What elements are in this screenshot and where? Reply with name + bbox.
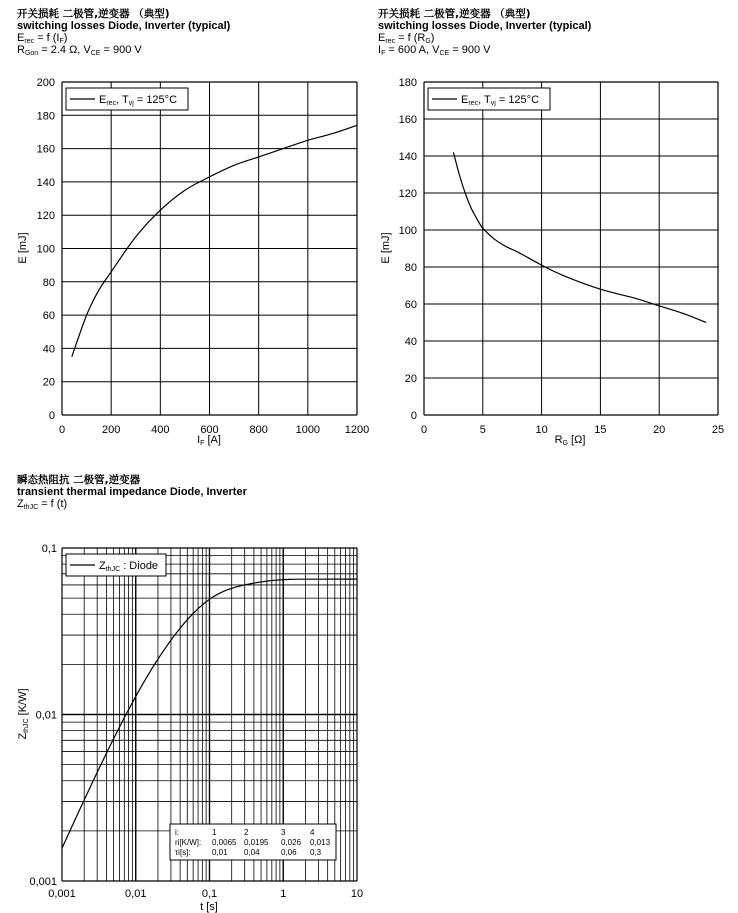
chart3-formula: $Z_{thJC} = f$ (t) bbox=[17, 498, 68, 511]
chart3-ytick-label: 0,1 bbox=[41, 543, 57, 555]
chart1-ytick-label: 120 bbox=[36, 210, 55, 223]
chart3-ytick-label: 0,001 bbox=[29, 876, 57, 888]
chart2-ylabel: E [mJ] bbox=[380, 232, 392, 264]
chart2-ytick-label: 140 bbox=[398, 151, 417, 163]
chart2-ytick-label: 180 bbox=[398, 77, 417, 89]
chart2-xtick-label: 5 bbox=[479, 424, 486, 436]
chart2-xtick-label: 0 bbox=[420, 424, 428, 436]
chart2-ytick-label: 120 bbox=[398, 188, 417, 200]
chart1-formula: $E_{rec} = f$ $(I_F)$ bbox=[17, 32, 68, 45]
chart1-ytick-label: 180 bbox=[36, 110, 55, 123]
chart1-title-cn: 开关损耗 二极管,逆变器 （典型) bbox=[17, 8, 170, 20]
chart3-table-cell: 3 bbox=[281, 828, 286, 837]
chart2-ytick-label: 100 bbox=[398, 225, 417, 237]
chart3-legend bbox=[66, 554, 166, 576]
chart1-xtick-label: 800 bbox=[249, 424, 268, 436]
chart2-ytick-label: 60 bbox=[404, 299, 417, 311]
chart1-xtick-label: 1200 bbox=[344, 424, 370, 436]
chart3-table-cell: 0,013 bbox=[310, 838, 331, 847]
chart1-ytick-label: 40 bbox=[42, 343, 55, 356]
chart3-table-cell: 4 bbox=[310, 828, 315, 837]
chart1-xtick-label: 0 bbox=[58, 424, 66, 436]
chart2-xtick-label: 20 bbox=[653, 424, 666, 436]
chart1-legend-label: Erec, Tvj = 125°C bbox=[99, 94, 178, 107]
chart3-legend-label: ZthJC : Diode bbox=[99, 560, 159, 573]
chart2-title-cn: 开关损耗 二极管,逆变器 （典型) bbox=[378, 8, 531, 20]
chart3-param-table bbox=[170, 824, 336, 860]
chart2-xtick-label: 15 bbox=[594, 424, 607, 436]
chart2-ytick-label: 0 bbox=[410, 410, 417, 422]
chart2-xtick-label: 10 bbox=[535, 424, 548, 436]
chart1-condition: $R_{Gon} = 2.4$ Ω, $V_{CE} = 900$ V bbox=[17, 44, 142, 57]
chart2-formula: $E_{rec} = f$ $(R_G)$ bbox=[378, 32, 435, 45]
chart1-xlabel: IF [A] bbox=[197, 434, 221, 447]
chart3-ylabel: ZthJC [K/W] bbox=[17, 688, 30, 740]
chart3-table-cell: τi[s]: bbox=[175, 848, 191, 857]
chart2-ytick-label: 160 bbox=[398, 114, 417, 126]
chart3-table-cell: 2 bbox=[244, 828, 249, 837]
chart3-xtick-label: 1 bbox=[280, 888, 287, 900]
chart1-ytick-label: 0 bbox=[48, 410, 55, 422]
chart2-ytick-label: 80 bbox=[404, 262, 417, 274]
chart3-table-cell: 0,0065 bbox=[212, 838, 237, 847]
chart2-ytick-label: 20 bbox=[404, 373, 417, 385]
chart1-xtick-label: 200 bbox=[101, 424, 121, 436]
chart1-ytick-label: 20 bbox=[42, 376, 55, 389]
chart1-ytick-label: 160 bbox=[36, 143, 55, 156]
chart1-ytick-label: 200 bbox=[36, 77, 55, 89]
chart3-xtick-label: 0,1 bbox=[201, 888, 218, 900]
chart3-table-cell: 1 bbox=[212, 828, 217, 837]
chart3-xtick-label: 0,01 bbox=[125, 888, 147, 900]
chart2-xtick-label: 25 bbox=[711, 424, 725, 436]
chart2-xlabel: RG [Ω] bbox=[554, 434, 586, 447]
chart3-table-cell: i: bbox=[175, 828, 179, 837]
chart1-title-en: switching losses Diode, Inverter (typical) bbox=[17, 20, 231, 32]
chart3-table-cell: 0,04 bbox=[244, 848, 260, 857]
chart3-table-cell: 0,0195 bbox=[244, 838, 269, 847]
chart3-xtick-label: 10 bbox=[350, 888, 364, 900]
chart1-xtick-label: 600 bbox=[200, 424, 219, 436]
chart2-ytick-label: 40 bbox=[404, 336, 417, 348]
chart3-table-cell: ri[K/W]: bbox=[175, 838, 202, 847]
chart3-table-cell: 0,01 bbox=[212, 848, 228, 857]
chart1-ytick-label: 140 bbox=[36, 176, 55, 189]
chart3-table-cell: 0,3 bbox=[310, 848, 322, 857]
chart1-ytick-label: 100 bbox=[36, 243, 55, 256]
chart1-xtick-label: 1000 bbox=[295, 424, 321, 436]
chart3-xlabel: t [s] bbox=[200, 901, 218, 913]
chart3-xtick-label: 0,001 bbox=[48, 888, 76, 900]
chart2-condition: $I_F = 600$ A, $V_{CE} = 900$ V bbox=[378, 44, 491, 57]
chart2-title-en: switching losses Diode, Inverter (typical) bbox=[378, 20, 592, 32]
chart1-xtick-label: 400 bbox=[151, 424, 170, 436]
chart1-ylabel: E [mJ] bbox=[17, 232, 29, 264]
chart2-legend-label: Erec, Tvj = 125°C bbox=[461, 94, 540, 107]
chart1-ytick-label: 60 bbox=[42, 310, 55, 323]
chart3-table-cell: 0,06 bbox=[281, 848, 297, 857]
chart3-title-cn: 瞬态热阻抗 二极管,逆变器 bbox=[17, 474, 141, 486]
chart3-table-cell: 0,026 bbox=[281, 838, 302, 847]
chart3-title-en: transient thermal impedance Diode, Inverter bbox=[17, 486, 247, 498]
chart3-ytick-label: 0,01 bbox=[35, 709, 57, 722]
chart1-ytick-label: 80 bbox=[42, 276, 55, 289]
